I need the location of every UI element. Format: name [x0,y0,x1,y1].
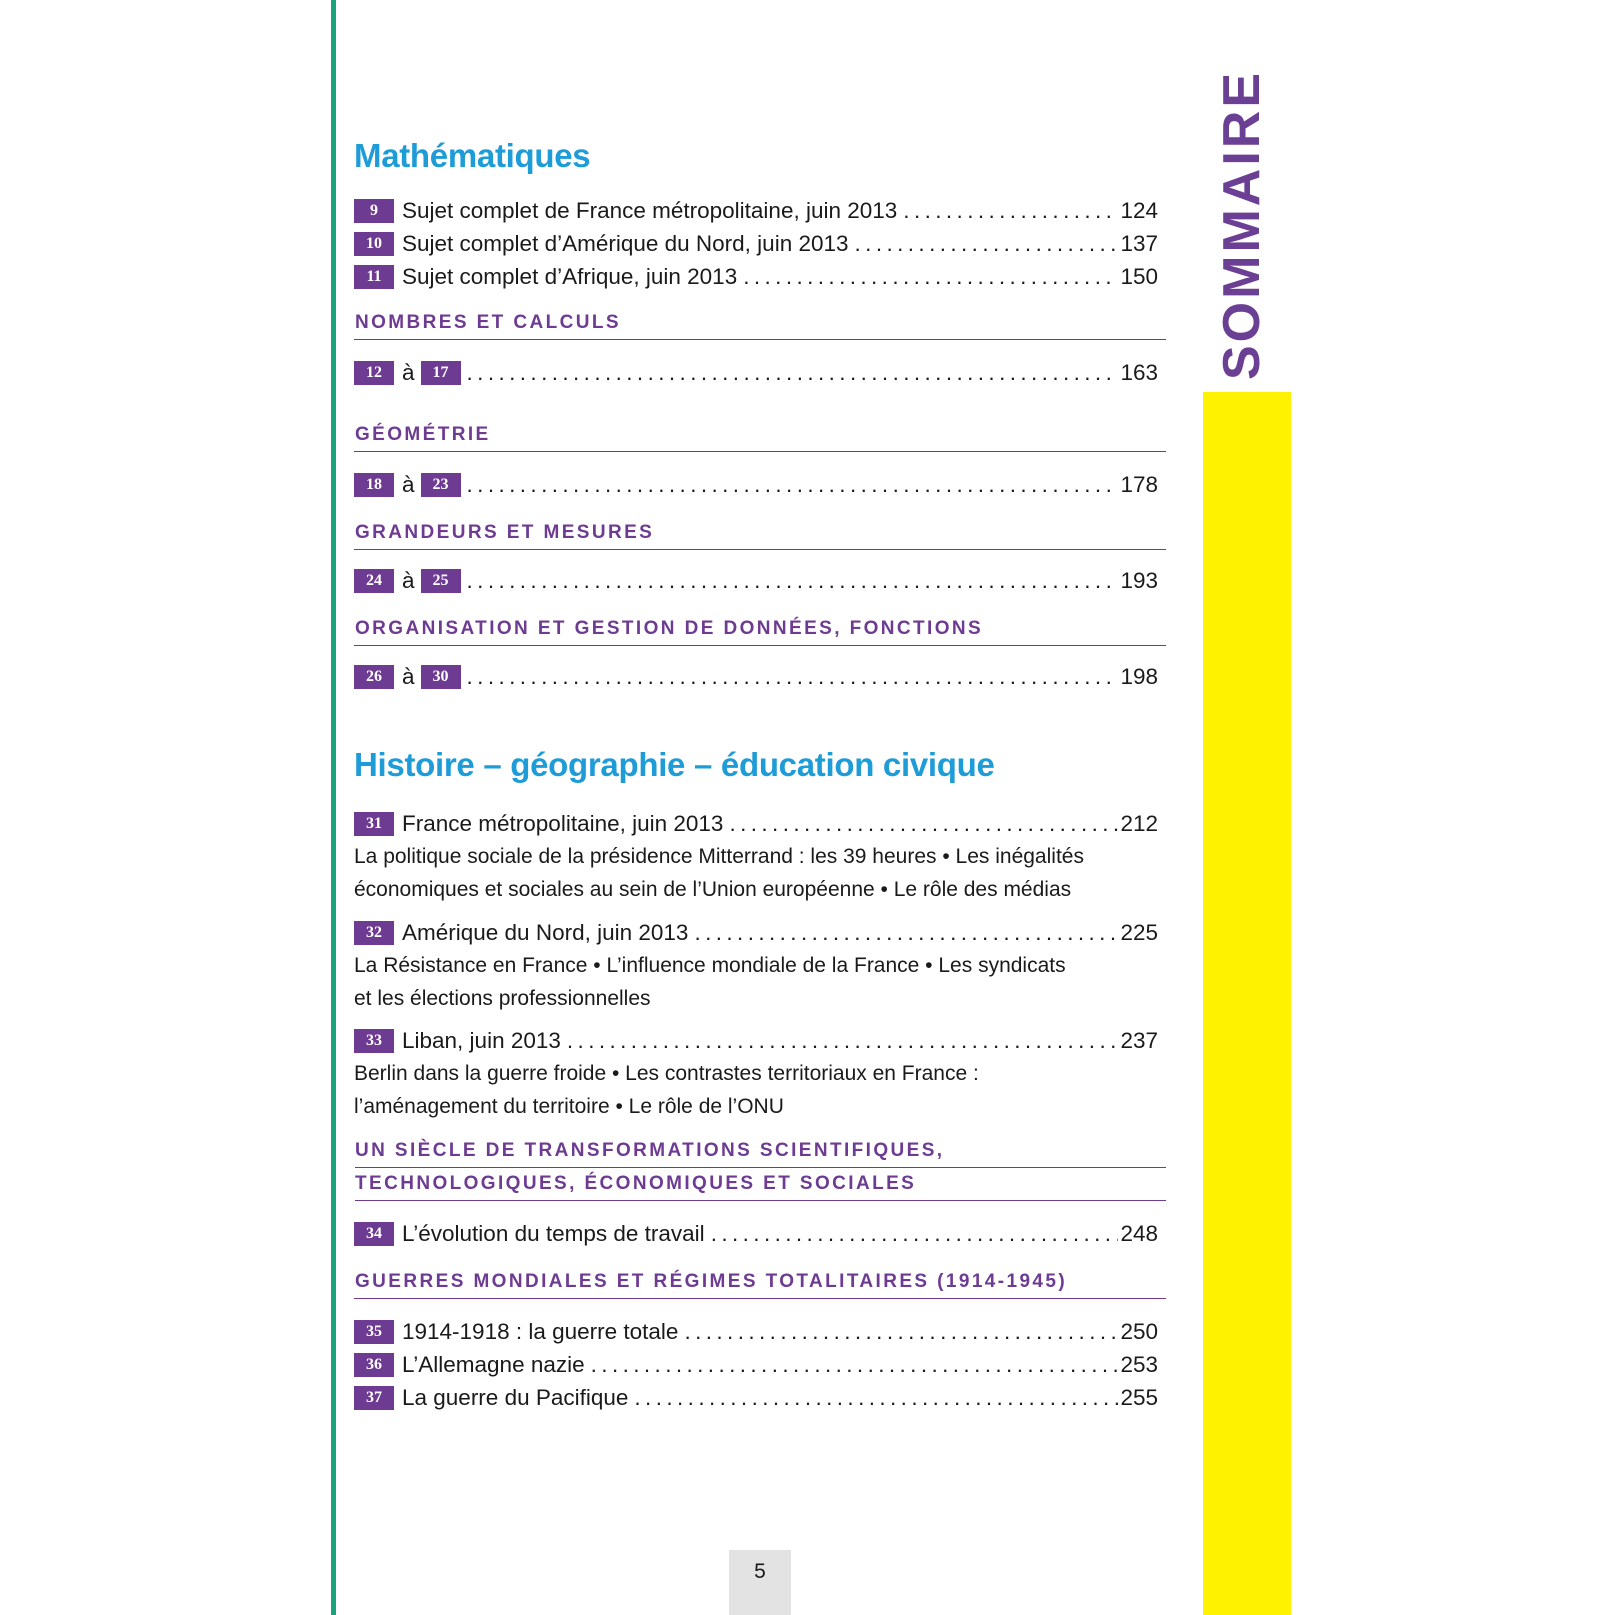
entry-description-line: et les élections professionnelles [354,987,651,1010]
toc-entry[interactable] [354,1348,1166,1381]
entry-number-badge: 11 [354,265,394,289]
dot-leader [711,1217,1119,1250]
entry-page: 178 [1120,472,1158,497]
page-number-box [729,1550,791,1615]
math-title: Mathématiques [354,137,591,174]
toc-range-entry[interactable] [354,468,1166,501]
section-heading: NOMBRES ET CALCULS [354,307,1166,340]
entry-title: Sujet complet d’Afrique, juin 2013 [402,264,738,289]
range-start-badge: 24 [354,569,394,593]
section-heading: ORGANISATION ET GESTION DE DONNÉES, FONCTIONS [354,613,1166,646]
range-end-badge: 17 [421,361,461,385]
toc-entry[interactable] [354,1024,1166,1057]
dot-leader [467,564,1119,597]
entry-title: Sujet complet de France métropolitaine, juin 2013 [402,198,898,223]
entry-description-line: économiques et sociales au sein de l’Union européenne • Le rôle des médias [354,878,1072,901]
entry-page: 248 [1120,1221,1158,1246]
dot-leader [855,227,1119,260]
entry-title: L’évolution du temps de travail [402,1221,705,1246]
dot-leader [729,807,1118,840]
entry-page: 250 [1120,1319,1158,1344]
dot-leader [591,1348,1119,1381]
section-heading-line: TECHNOLOGIQUES, ÉCONOMIQUES ET SOCIALES [355,1168,1166,1201]
entry-page: 163 [1120,360,1158,385]
dot-leader [467,660,1119,693]
toc-entry[interactable] [354,227,1166,260]
section-heading: GÉOMÉTRIE [354,419,1166,452]
toc-range-entry[interactable] [354,356,1166,389]
toc-range-entry[interactable] [354,564,1166,597]
entry-number-badge: 9 [354,199,394,223]
entry-page: 237 [1120,1028,1158,1053]
dot-leader [567,1024,1119,1057]
entry-page: 255 [1120,1385,1158,1410]
toc-content [354,128,1166,1414]
range-separator: à [402,664,415,689]
dot-leader [684,1315,1118,1348]
entry-number-badge: 32 [354,921,394,945]
range-start-badge: 18 [354,473,394,497]
range-end-badge: 25 [421,569,461,593]
entry-number-badge: 37 [354,1386,394,1410]
entry-number-badge: 10 [354,232,394,256]
toc-entry[interactable] [354,260,1166,293]
dot-leader [467,356,1119,389]
entry-description-line: Berlin dans la guerre froide • Les contrastes territoriaux en France : [354,1062,979,1085]
section-heading: GUERRES MONDIALES ET RÉGIMES TOTALITAIRES (1914-1945) [354,1266,1166,1299]
entry-title: Sujet complet d’Amérique du Nord, juin 2013 [402,231,849,256]
toc-entry[interactable] [354,1315,1166,1348]
entry-number-badge: 34 [354,1222,394,1246]
entry-title: 1914-1918 : la guerre totale [402,1319,679,1344]
section-heading: GRANDEURS ET MESURES [354,517,1166,550]
entry-title: La guerre du Pacifique [402,1385,629,1410]
range-separator: à [402,472,415,497]
side-title [1212,70,1272,380]
entry-description-line: l’aménagement du territoire • Le rôle de l’ONU [354,1095,784,1118]
toc-entry[interactable] [354,194,1166,227]
range-separator: à [402,360,415,385]
range-end-badge: 30 [421,665,461,689]
range-end-badge: 23 [421,473,461,497]
entry-page: 124 [1120,198,1158,223]
left-green-rule [331,0,336,1615]
entry-number-badge: 31 [354,812,394,836]
entry-description-line: La politique sociale de la présidence Mitterrand : les 39 heures • Les inégalités [354,845,1084,868]
entry-number-badge: 35 [354,1320,394,1344]
yellow-band [1203,392,1291,1615]
entry-description-line: La Résistance en France • L’influence mondiale de la France • Les syndicats [354,954,1066,977]
section-heading [354,1135,1166,1201]
range-start-badge: 26 [354,665,394,689]
range-start-badge: 12 [354,361,394,385]
toc-entry[interactable] [354,807,1166,840]
dot-leader [743,260,1118,293]
dot-leader [467,468,1119,501]
entry-number-badge: 33 [354,1029,394,1053]
entry-page: 193 [1120,568,1158,593]
toc-entry[interactable] [354,916,1166,949]
dot-leader [634,1381,1118,1414]
section-heading-line: UN SIÈCLE DE TRANSFORMATIONS SCIENTIFIQUES, [355,1135,1166,1168]
entry-title: Liban, juin 2013 [402,1028,561,1053]
entry-page: 150 [1120,264,1158,289]
entry-title: L’Allemagne nazie [402,1352,585,1377]
toc-entry[interactable] [354,1381,1166,1414]
dot-leader [694,916,1118,949]
side-title-text: SOMMAIRE [1213,70,1271,380]
toc-entry[interactable] [354,1217,1166,1250]
range-separator: à [402,568,415,593]
dot-leader [903,194,1118,227]
entry-page: 212 [1120,811,1158,836]
entry-page: 225 [1120,920,1158,945]
entry-number-badge: 36 [354,1353,394,1377]
entry-page: 253 [1120,1352,1158,1377]
entry-page: 198 [1120,664,1158,689]
page-number: 5 [754,1560,766,1583]
histoire-title: Histoire – géographie – éducation civique [354,746,995,783]
entry-title: Amérique du Nord, juin 2013 [402,920,689,945]
entry-title: France métropolitaine, juin 2013 [402,811,724,836]
entry-page: 137 [1120,231,1158,256]
toc-range-entry[interactable] [354,660,1166,693]
